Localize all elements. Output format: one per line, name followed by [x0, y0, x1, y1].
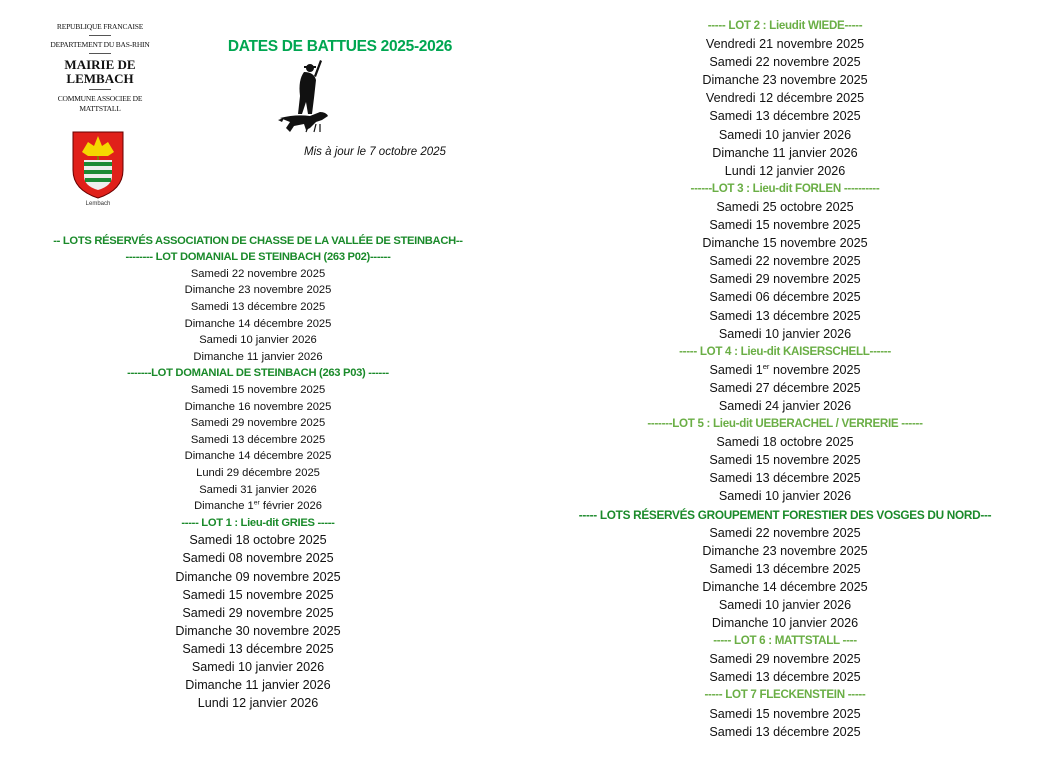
hunt-date: Samedi 22 novembre 2025 [190, 267, 326, 280]
hunt-date: Samedi 15 novembre 2025 [182, 587, 334, 602]
republique-label: REPUBLIQUE FRANCAISE [56, 22, 144, 31]
hunt-date: Dimanche 14 décembre 2025 [702, 579, 868, 594]
page-title: DATES DE BATTUES 2025-2026 [227, 38, 453, 55]
hunt-date: Samedi 13 décembre 2025 [190, 301, 326, 314]
hunt-date: Dimanche 23 novembre 2025 [702, 73, 868, 88]
hunt-date: Samedi 22 novembre 2025 [709, 254, 861, 269]
section-header: -------LOT DOMANIAL DE STEINBACH (263 P03) ------ [127, 367, 389, 380]
section-group [20, 531, 496, 712]
hunt-date: Samedi 10 janvier 2026 [718, 127, 852, 142]
hunt-date: Samedi 10 janvier 2026 [199, 334, 317, 347]
hunt-date: Samedi 29 novembre 2025 [709, 652, 861, 667]
divider [89, 89, 111, 90]
hunt-date: Dimanche 14 décembre 2025 [184, 317, 332, 330]
left-column [20, 233, 496, 713]
section-group [20, 233, 496, 532]
hunt-date: Samedi 1er novembre 2025 [709, 361, 861, 377]
section-header: ------LOT 3 : Lieu-dit FORLEN ---------- [690, 181, 880, 195]
hunt-date: Samedi 13 décembre 2025 [709, 561, 861, 576]
hunt-date: Dimanche 10 janvier 2026 [711, 616, 859, 631]
section-group [540, 17, 1030, 741]
hunt-date: Samedi 13 décembre 2025 [709, 308, 861, 323]
hunt-date: Samedi 25 octobre 2025 [716, 199, 854, 214]
hunt-date: Dimanche 30 novembre 2025 [175, 623, 341, 638]
hunt-date: Dimanche 11 janvier 2026 [193, 350, 323, 363]
section-header: ----- LOT 1 : Lieu-dit GRIES ----- [181, 516, 335, 529]
hunt-date: Samedi 13 décembre 2025 [182, 641, 334, 656]
hunt-date: Samedi 29 novembre 2025 [182, 605, 334, 620]
hunt-date: Samedi 22 novembre 2025 [709, 55, 861, 70]
hunt-date: Samedi 13 décembre 2025 [709, 471, 861, 486]
ordinal-suffix: er [762, 361, 770, 371]
hunt-date: Dimanche 09 novembre 2025 [175, 569, 341, 584]
hunt-date: Dimanche 23 novembre 2025 [702, 543, 868, 558]
hunt-date: Lundi 12 janvier 2026 [724, 163, 846, 178]
section-header: -------- LOT DOMANIAL DE STEINBACH (263 P02)------ [125, 251, 391, 264]
hunt-date: Samedi 18 octobre 2025 [716, 435, 854, 450]
hunt-date: Samedi 08 novembre 2025 [182, 551, 334, 566]
hunt-date: Lundi 29 décembre 2025 [196, 467, 320, 479]
hunt-date: Vendredi 21 novembre 2025 [705, 37, 865, 52]
hunt-date: Samedi 27 décembre 2025 [709, 380, 861, 395]
hunt-date: Samedi 24 janvier 2026 [718, 398, 852, 413]
hunt-date: Samedi 31 janvier 2026 [199, 483, 317, 496]
letterhead [40, 22, 160, 114]
section-header: ----- LOT 7 FLECKENSTEIN ----- [704, 688, 866, 702]
hunt-date: Dimanche 16 novembre 2025 [184, 400, 332, 413]
hunt-date: Dimanche 14 décembre 2025 [184, 450, 332, 463]
hunt-date: Samedi 29 novembre 2025 [709, 272, 861, 287]
commune-label: COMMUNE ASSOCIEE DE MATTSTALL [57, 94, 143, 113]
ordinal-suffix: er [253, 499, 260, 507]
hunt-date: Samedi 13 décembre 2025 [709, 724, 861, 739]
hunt-date: Lundi 12 janvier 2026 [197, 696, 319, 711]
hunt-date: Samedi 29 novembre 2025 [190, 417, 326, 430]
hunt-date: Samedi 18 octobre 2025 [189, 533, 327, 548]
hunt-date: Samedi 15 novembre 2025 [709, 453, 861, 468]
arms-caption: Lembach [85, 201, 111, 207]
hunt-date: Samedi 10 janvier 2026 [718, 326, 852, 341]
divider [89, 53, 111, 54]
hunt-date: Samedi 22 novembre 2025 [709, 525, 861, 540]
hunt-date: Samedi 10 janvier 2026 [191, 660, 325, 675]
mairie-label: MAIRIE DE LEMBACH [64, 57, 136, 86]
hunter-with-dog-icon [276, 58, 338, 138]
hunt-date: Samedi 15 novembre 2025 [190, 384, 326, 397]
hunt-date: Dimanche 15 novembre 2025 [702, 236, 868, 251]
hunt-date: Samedi 13 décembre 2025 [190, 433, 326, 446]
section-header: -------LOT 5 : Lieu-dit UEBERACHEL / VERRERIE ------ [647, 417, 923, 431]
hunt-date: Dimanche 23 novembre 2025 [184, 284, 332, 297]
hunt-date: Dimanche 11 janvier 2026 [712, 145, 858, 160]
coat-of-arms-icon [70, 130, 126, 200]
hunt-date: Dimanche 11 janvier 2026 [185, 678, 331, 693]
hunt-date: Dimanche 1er février 2026 [194, 499, 322, 513]
divider [89, 35, 111, 36]
hunt-date: Samedi 15 novembre 2025 [709, 706, 861, 721]
hunt-date: Samedi 10 janvier 2026 [718, 489, 852, 504]
hunt-date: Samedi 13 décembre 2025 [709, 670, 861, 685]
last-updated-note: Mis à jour le 7 octobre 2025 [304, 146, 446, 158]
right-column [540, 17, 1030, 741]
hunt-date: Vendredi 12 décembre 2025 [705, 91, 865, 106]
hunt-date: Samedi 06 décembre 2025 [709, 290, 861, 305]
section-header: -- LOTS RÉSERVÉS ASSOCIATION DE CHASSE DE LA VALLÉE DE STEINBACH-- [53, 234, 463, 247]
hunt-date: Samedi 15 novembre 2025 [709, 218, 861, 233]
hunt-date: Samedi 10 janvier 2026 [718, 598, 852, 612]
hunt-date: Samedi 13 décembre 2025 [709, 109, 861, 124]
section-header: ----- LOT 2 : Lieudit WIEDE----- [707, 19, 863, 32]
section-header: ----- LOT 6 : MATTSTALL ---- [713, 634, 857, 648]
section-header: ----- LOT 4 : Lieu-dit KAISERSCHELL------ [679, 344, 891, 358]
departement-label: DEPARTEMENT DU BAS-RHIN [50, 40, 150, 49]
section-header: ----- LOTS RÉSERVÉS GROUPEMENT FORESTIER DES VOSGES DU NORD--- [578, 507, 992, 522]
